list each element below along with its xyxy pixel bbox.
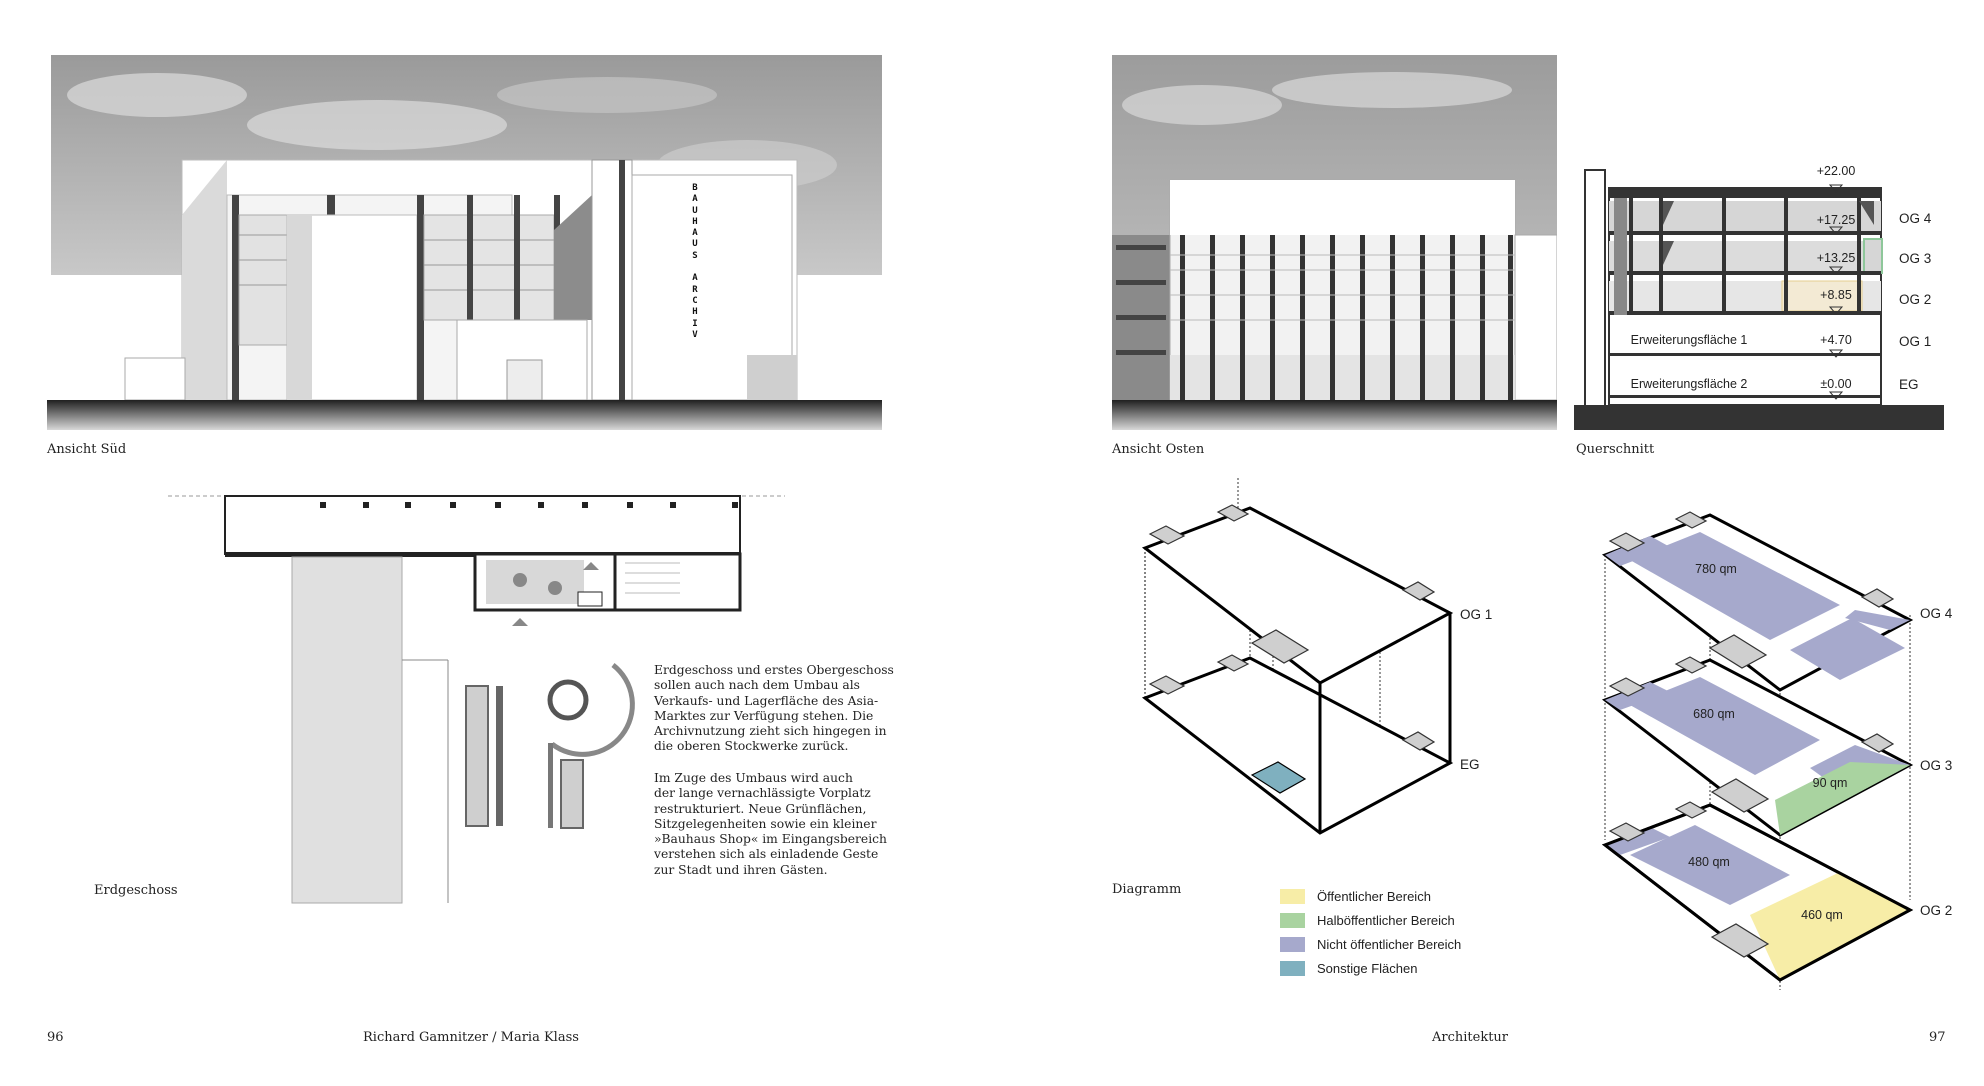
east-elevation-drawing — [1112, 55, 1557, 430]
page-number-left: 96 — [47, 1030, 64, 1045]
area-label: 480 qm — [1688, 855, 1730, 869]
legend-swatch — [1280, 889, 1305, 904]
sign-letter: A — [692, 228, 698, 239]
sign-letter: S — [692, 250, 698, 261]
level-elevation: ±0.00 — [1820, 377, 1852, 391]
diagram-level-label: EG — [1460, 757, 1480, 772]
level-elevation: +13.25 — [1816, 251, 1856, 265]
footer-section-title: Architektur — [1432, 1030, 1509, 1045]
legend-item — [1280, 956, 1540, 980]
cross-section-caption: Querschnitt — [1576, 442, 1655, 457]
sign-letter: R — [692, 284, 698, 295]
diagram-level-label: OG 2 — [1920, 903, 1953, 918]
body-paragraph-1: Erdgeschoss und erstes Obergeschoss sollen auch nach dem Umbau als Verkaufs- und Lagerfläche des Asia- Marktes zur Verfügung stehen. Die Archivnutzung zieht sich hingegen in die oberen Stockwerke zurück. — [654, 663, 894, 754]
floor-label: OG 4 — [1899, 211, 1932, 226]
level-elevation: +22.00 — [1816, 164, 1856, 178]
sign-letter: B — [692, 183, 698, 193]
sign-letter: H — [692, 216, 698, 227]
area-label: 680 qm — [1693, 707, 1735, 721]
floor-label: OG 2 — [1899, 292, 1932, 307]
ground-floor-caption: Erdgeschoss — [94, 883, 178, 898]
level-elevation: +4.70 — [1820, 333, 1852, 347]
south-elevation-caption: Ansicht Süd — [47, 442, 127, 457]
floor-label: OG 3 — [1899, 251, 1932, 266]
legend-label: Nicht öffentlicher Bereich — [1317, 936, 1462, 952]
diagram-level-label: OG 3 — [1920, 758, 1953, 773]
diagram-level-label: OG 4 — [1920, 606, 1953, 621]
footer-authors: Richard Gamnitzer / Maria Klass — [363, 1030, 579, 1045]
legend-item — [1280, 908, 1540, 932]
page-number-right: 97 — [1929, 1030, 1946, 1045]
sign-letter: A — [692, 194, 698, 205]
sign-letter: A — [692, 273, 698, 284]
area-label: 460 qm — [1801, 908, 1843, 922]
floor-label: OG 1 — [1899, 334, 1932, 349]
diagram-caption: Diagramm — [1112, 882, 1182, 897]
legend-label: Öffentlicher Bereich — [1317, 888, 1431, 904]
legend-item — [1280, 932, 1540, 956]
sign-letter: C — [692, 295, 698, 306]
axonometric-diagram-og4-og2 — [1590, 500, 1970, 995]
room-label: Erweiterungsfläche 2 — [1630, 377, 1748, 391]
legend-swatch — [1280, 937, 1305, 952]
body-paragraph-2: Im Zuge des Umbaus wird auch der lange vernachlässigte Vorplatz restrukturiert. Neue Grünflächen, Sitzgelegenheiten sowie ein kleiner »Bauhaus Shop« im Eingangsbereich verstehen sich als einladende Geste zur Stadt und ihren Gästen. — [654, 771, 887, 877]
sign-letter: V — [692, 329, 698, 340]
legend-swatch — [1280, 961, 1305, 976]
room-label: Erweiterungsfläche 1 — [1630, 333, 1748, 347]
sign-letter: U — [692, 205, 698, 216]
east-elevation-caption: Ansicht Osten — [1112, 442, 1205, 457]
cross-section-drawing — [1574, 155, 1944, 430]
area-label: 780 qm — [1695, 562, 1737, 576]
diagram-legend — [1280, 884, 1540, 980]
south-elevation-drawing — [47, 55, 882, 430]
legend-label: Sonstige Flächen — [1317, 960, 1418, 976]
sign-letter: I — [692, 318, 698, 329]
legend-swatch — [1280, 913, 1305, 928]
sign-letter: H — [692, 307, 698, 318]
floor-label: EG — [1899, 377, 1919, 392]
level-elevation: +8.85 — [1820, 288, 1852, 302]
sign-letter: U — [692, 239, 698, 250]
axonometric-diagram-og1-eg — [1130, 478, 1500, 838]
diagram-level-label: OG 1 — [1460, 607, 1493, 622]
bauhaus-archiv-sign — [688, 183, 702, 341]
level-elevation: +17.25 — [1816, 213, 1856, 227]
area-label: 90 qm — [1812, 776, 1848, 790]
legend-label: Halböffentlicher Bereich — [1317, 912, 1455, 928]
sign-letter — [688, 262, 702, 273]
legend-item — [1280, 884, 1540, 908]
